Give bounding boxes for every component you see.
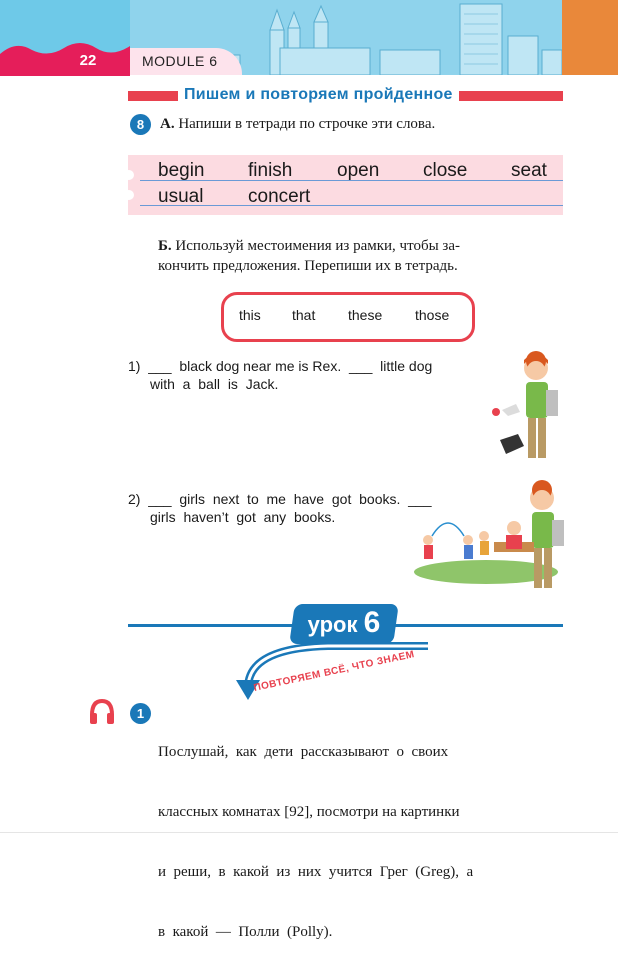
copy-word: finish: [248, 160, 293, 181]
page-number: 22: [79, 52, 97, 69]
module-label: MODULE 6: [142, 53, 218, 69]
exercise-8-number: 8: [130, 114, 151, 135]
sentence-1-line1: 1) ___ black dog near me is Rex. ___ little dog: [128, 358, 433, 374]
headphones-icon: [88, 697, 116, 725]
exercise-8-part-b: [158, 236, 563, 276]
copy-word: begin: [158, 160, 205, 181]
part-b-label: Б.: [158, 238, 172, 254]
boy-with-kids-illustration: [414, 480, 566, 598]
copybook-notch: [124, 170, 134, 180]
exercise-1-number: 1: [130, 703, 151, 724]
pronoun: that: [292, 307, 316, 323]
copybook-line: [140, 205, 563, 206]
copy-word: close: [423, 160, 468, 181]
lesson-word: урок: [307, 612, 358, 637]
copy-word: seat: [511, 160, 547, 181]
copy-word: concert: [248, 186, 311, 207]
copybook-notch: [124, 190, 134, 200]
exercise-1-line4: в какой — Полли (Polly).: [158, 924, 333, 940]
exercise-1-line1: Послушай, как дети рассказывают о своих: [158, 744, 449, 760]
pronoun: those: [415, 307, 450, 323]
header-right-block: [562, 0, 618, 75]
boy-with-dogs-illustration: [488, 350, 568, 470]
lesson-number: 6: [363, 606, 381, 639]
pronoun: this: [239, 307, 261, 323]
section-title: Пишем и повторяем пройденное: [178, 86, 459, 104]
exercise-1-line2: классных комнатах [92], посмотри на картинки: [158, 804, 460, 820]
part-a-label: А.: [160, 116, 175, 132]
sentence-2-line2: girls haven’t got any books.: [150, 509, 336, 525]
page-bottom-edge: [0, 832, 618, 833]
copy-word: open: [337, 160, 380, 181]
copy-word: usual: [158, 186, 204, 207]
lesson-subtitle: ПОВТОРЯЕМ ВСЁ, ЧТО ЗНАЕМ: [252, 649, 416, 694]
exercise-8-part-a: [160, 114, 435, 134]
sentence-2-line1: 2) ___ girls next to me have got books. ___: [128, 491, 432, 507]
part-a-text: Напиши в тетради по строчке эти слова.: [178, 116, 436, 132]
lesson-title: [292, 606, 396, 640]
pronoun: these: [348, 307, 383, 323]
part-b-line1: Используй местоимения из рамки, чтобы за-: [175, 238, 460, 254]
exercise-1-line3: и реши, в какой из них учится Грег (Greg), а: [158, 864, 474, 880]
sentence-1-line2: with a ball is Jack.: [150, 376, 279, 392]
part-b-line2: кончить предложения. Перепиши их в тетрадь.: [158, 258, 458, 274]
